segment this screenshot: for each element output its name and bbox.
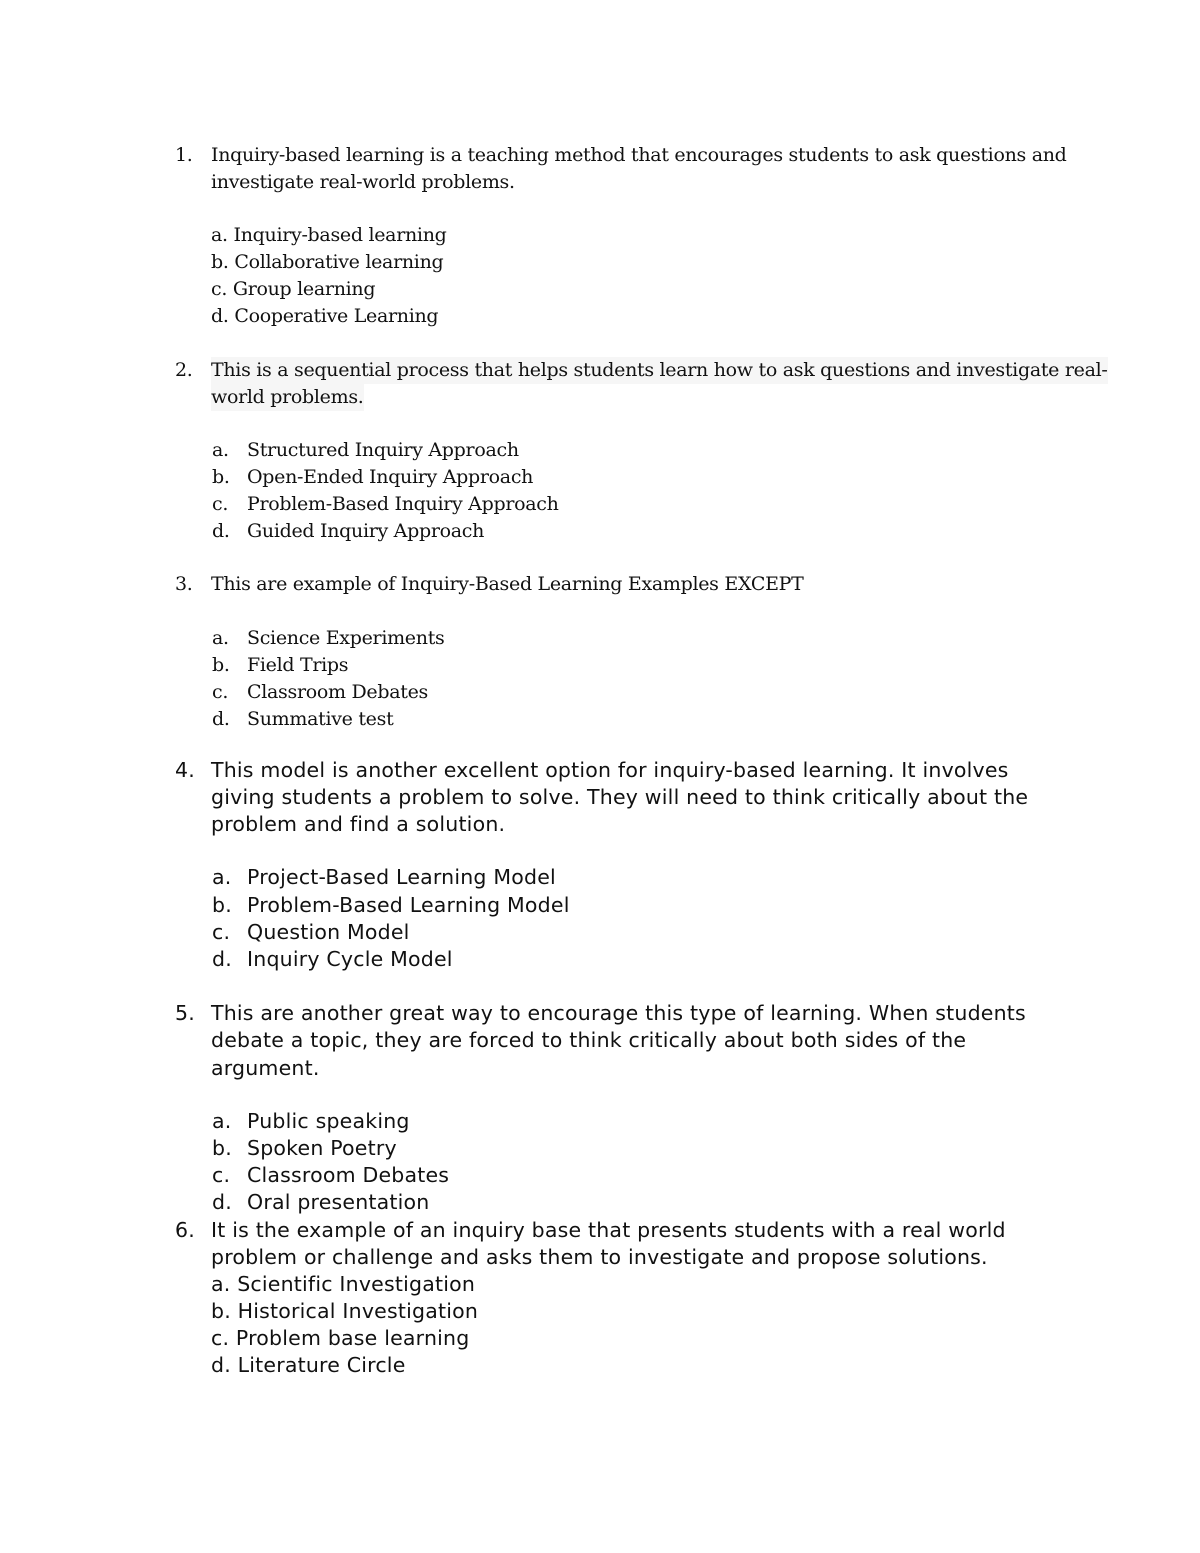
option-b: Field Trips — [247, 654, 349, 676]
option-c: c. Group learning — [211, 278, 376, 300]
option-b: b. Collaborative learning — [211, 251, 444, 273]
option-c: Classroom Debates — [247, 1163, 450, 1187]
option-b: b. Historical Investigation — [211, 1299, 479, 1323]
option-c: Question Model — [247, 920, 410, 944]
option-letter: a. — [212, 439, 229, 461]
option-a: Science Experiments — [247, 627, 445, 649]
question-text-line: giving students a problem to solve. They will need to think critically about the — [211, 785, 1029, 809]
option-letter: c. — [212, 681, 229, 703]
option-letter: c. — [212, 920, 231, 944]
option-c: Problem-Based Inquiry Approach — [247, 493, 559, 515]
question-number: 3. — [175, 573, 193, 595]
option-a: a. Scientific Investigation — [211, 1272, 476, 1296]
question-text-line: debate a topic, they are forced to think critically about both sides of the — [211, 1028, 967, 1052]
option-d: Oral presentation — [247, 1190, 430, 1214]
question-number: 6. — [175, 1218, 195, 1242]
option-letter: b. — [212, 654, 230, 676]
option-a: Project-Based Learning Model — [247, 865, 556, 889]
option-d: Guided Inquiry Approach — [247, 520, 485, 542]
option-letter: a. — [212, 865, 232, 889]
option-letter: a. — [212, 1109, 232, 1133]
option-a: Public speaking — [247, 1109, 410, 1133]
question-text-line: This is a sequential process that helps students learn how to ask questions and investigate real- — [211, 357, 1108, 384]
option-letter: b. — [212, 466, 230, 488]
question-text-line: This are example of Inquiry-Based Learning Examples EXCEPT — [211, 573, 804, 595]
option-b: Spoken Poetry — [247, 1136, 397, 1160]
question-text-line: investigate real-world problems. — [211, 171, 515, 193]
option-d: Inquiry Cycle Model — [247, 947, 453, 971]
option-letter: d. — [212, 947, 232, 971]
option-letter: b. — [212, 893, 232, 917]
question-text-line: Inquiry-based learning is a teaching method that encourages students to ask questions and — [211, 144, 1067, 166]
option-c: c. Problem base learning — [211, 1326, 470, 1350]
option-b: Open-Ended Inquiry Approach — [247, 466, 534, 488]
question-text-line: problem or challenge and asks them to investigate and propose solutions. — [211, 1245, 988, 1269]
option-letter: c. — [212, 493, 229, 515]
option-d: d. Literature Circle — [211, 1353, 406, 1377]
question-text-line: This are another great way to encourage this type of learning. When students — [211, 1001, 1026, 1025]
option-letter: a. — [212, 627, 229, 649]
question-text-line: This model is another excellent option for inquiry-based learning. It involves — [211, 758, 1009, 782]
option-c: Classroom Debates — [247, 681, 428, 703]
question-text-line: problem and find a solution. — [211, 812, 506, 836]
option-letter: b. — [212, 1136, 232, 1160]
option-letter: d. — [212, 520, 230, 542]
question-number: 4. — [175, 758, 195, 782]
option-a: a. Inquiry-based learning — [211, 224, 447, 246]
question-number: 5. — [175, 1001, 195, 1025]
question-number: 1. — [175, 144, 193, 166]
question-text-line: It is the example of an inquiry base that presents students with a real world — [211, 1218, 1006, 1242]
option-letter: d. — [212, 1190, 232, 1214]
question-number: 2. — [175, 359, 193, 381]
option-letter: c. — [212, 1163, 231, 1187]
question-text-line: world problems. — [211, 384, 364, 411]
option-b: Problem-Based Learning Model — [247, 893, 570, 917]
option-d: d. Cooperative Learning — [211, 305, 439, 327]
option-letter: d. — [212, 708, 230, 730]
option-d: Summative test — [247, 708, 394, 730]
option-a: Structured Inquiry Approach — [247, 439, 519, 461]
question-text-line: argument. — [211, 1056, 320, 1080]
